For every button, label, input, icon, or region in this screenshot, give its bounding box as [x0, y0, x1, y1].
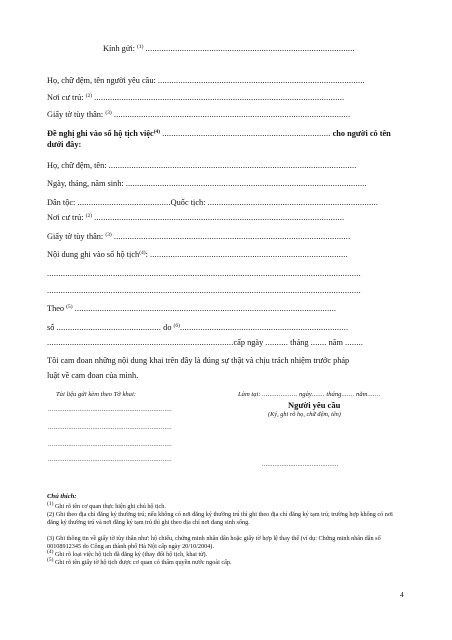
signature-title: Người yêu cầu: [288, 400, 341, 410]
requester-residence-field[interactable]: ..............................................................................................................: [94, 93, 345, 102]
cap-ngay-field[interactable]: ..........: [265, 338, 289, 347]
person-id-line: [47, 231, 399, 242]
requester-residence-label: Nơi cư trú:: [47, 93, 84, 102]
content-blank-line-2[interactable]: ..........................................................................................................................................: [47, 286, 361, 295]
person-residence-line: [47, 212, 399, 223]
cap-field[interactable]: ..................................................................................: [47, 338, 234, 347]
theo-label: Theo: [47, 304, 65, 313]
do-sup: (6): [173, 323, 180, 329]
so-field[interactable]: ..............................................: [56, 323, 162, 332]
requester-id-sup: (3): [105, 110, 112, 116]
note-item-2: [47, 511, 399, 527]
person-residence-label: Nơi cư trú:: [47, 213, 84, 222]
note-item-1: [47, 503, 399, 511]
person-ethnic-label: Dân tộc:: [47, 198, 76, 207]
person-id-field[interactable]: ........................................................................................................: [113, 232, 351, 241]
sig-ngay-field[interactable]: .......: [311, 391, 325, 398]
kinh-gui-line: [103, 43, 403, 54]
sig-ngay-text: ngày: [298, 391, 312, 398]
commitment-line-2: luật về cam đoan của mình.: [47, 371, 139, 380]
notes-title: Chú thích:: [47, 493, 77, 500]
note-5-sup: (5): [47, 557, 54, 563]
cap-nam-text: năm: [328, 338, 343, 347]
request-title-line2: [47, 139, 399, 150]
signature-place-date: [238, 391, 380, 398]
content-label: Nội dung ghi vào sổ hộ tịch: [47, 250, 140, 259]
request-title-sup: (4): [153, 129, 161, 135]
content-sup: (4): [139, 250, 146, 256]
place-label: Làm tại:: [238, 391, 261, 398]
person-name-label: Họ, chữ đệm, tên:: [47, 161, 107, 170]
do-label: do: [163, 323, 172, 332]
content-line: Nội dung ghi vào sổ hộ tịch$^{(4)}$: .......................................................................................: [47, 250, 348, 259]
requester-residence-line: [47, 92, 399, 103]
note-5-text: Ghi rõ tên giấy tờ hộ tịch được cơ quan có thẩm quyền nước ngoài cấp.: [54, 559, 232, 566]
note-4-sup: (4): [47, 549, 54, 555]
signature-subtitle: (Ký, ghi rõ họ, chữ đệm, tên): [268, 411, 341, 418]
commitment-line-1: Tôi cam đoan những nội dung khai trên đây là đúng sự thật và chịu trách nhiệm trước pháp: [47, 356, 350, 365]
content-field[interactable]: .......................................................................................: [150, 250, 348, 259]
theo-line: [47, 303, 399, 314]
cap-thang-text: tháng: [290, 338, 309, 347]
content-blank-line-1[interactable]: ..........................................................................................................................................: [47, 269, 361, 278]
note-3-text: (3) Ghi thông tin về giấy tờ tùy thân như: hộ chiếu, chứng minh nhân dân hoặc giấy tờ hợp lệ thay thế (ví dụ: Chứng minh nhân dân số 00108912345 do Công an thành phố Hà Nội cấp ngày 20/10/2004).: [47, 535, 381, 550]
attachment-line-3[interactable]: ...................................................................: [48, 441, 172, 448]
place-field[interactable]: ...................: [262, 391, 298, 398]
sig-thang-field[interactable]: .......: [341, 391, 355, 398]
person-id-sup: (3): [105, 232, 112, 238]
person-nationality-field[interactable]: ...........................................................................: [207, 198, 379, 207]
so-do-line: [47, 322, 399, 333]
person-name-line: [47, 160, 399, 171]
kinh-gui-dots[interactable]: ............................................................................................: [145, 44, 355, 53]
person-ethnic-field[interactable]: .........................................: [77, 198, 171, 207]
person-ethnic-line: [47, 197, 399, 208]
cap-thang-field[interactable]: .......: [310, 338, 327, 347]
attachment-line-2[interactable]: ...................................................................: [48, 424, 172, 431]
note-item-3: [47, 535, 399, 551]
note-1-sup: (1): [47, 501, 54, 507]
person-name-field[interactable]: .............................................................................................................: [108, 161, 357, 170]
person-residence-field[interactable]: ..............................................................................................................: [94, 213, 345, 222]
page-number: 4: [400, 590, 404, 599]
note-item-5: [47, 559, 399, 567]
cap-nam-field[interactable]: ........: [345, 338, 364, 347]
requester-name-label: Họ, chữ đệm, tên người yêu cầu:: [47, 76, 156, 85]
sig-nam-text: năm: [356, 391, 368, 398]
person-dob-line: [47, 178, 399, 189]
note-1-text: Ghi rõ tên cơ quan thực hiện ghi chú hộ tịch.: [54, 503, 166, 510]
person-dob-label: Ngày, tháng, năm sinh:: [47, 179, 124, 188]
requester-id-field[interactable]: ........................................................................................................: [113, 110, 351, 119]
person-residence-sup: (2): [85, 213, 93, 219]
person-id-label: Giấy tờ tùy thân:: [47, 232, 104, 241]
request-title-part1: Đề nghị ghi vào sổ hộ tịch việc: [47, 129, 154, 138]
note-2-text: (2) Ghi theo địa chỉ đăng ký thường trú; nếu không có nơi đăng ký thường trú thì ghi theo địa chỉ đăng ký tạm trú; trường hợp không có nơi đăng ký thường trú và nơi đăng ký tạm trú thì ghi theo địa chỉ nơi đang sinh sống.: [47, 511, 393, 526]
person-dob-field[interactable]: ..........................................................................................................: [125, 179, 367, 188]
request-title-part2: cho người có tên: [332, 129, 391, 138]
theo-sup: (5): [66, 304, 73, 310]
kinh-gui-label: Kính gửi:: [103, 44, 135, 53]
cap-ngay-line: [47, 337, 399, 348]
person-nationality-label: Quốc tịch:: [170, 198, 206, 207]
requester-residence-sup: (2): [85, 93, 93, 99]
attachment-line-4[interactable]: ...................................................................: [48, 456, 172, 463]
request-title-part3: dưới đây:: [47, 140, 82, 149]
attachments-label: Tài liệu gửi kèm theo Tờ khai:: [56, 391, 137, 398]
note-4-text: Ghi rõ loại việc hộ tịch đã đăng ký (thay đổi hộ tịch, khai tử).: [54, 551, 208, 558]
sig-thang-text: tháng: [326, 391, 342, 398]
theo-field[interactable]: ...................................................................................................................: [74, 304, 337, 313]
attachment-line-1[interactable]: ...................................................................: [48, 406, 172, 413]
cap-ngay-text: cấp ngày: [233, 338, 264, 347]
so-label: số: [47, 323, 55, 332]
note-item-4: [47, 551, 399, 559]
request-title-line: [47, 128, 399, 139]
requester-id-label: Giấy tờ tùy thân:: [47, 110, 104, 119]
do-field[interactable]: ..........................................................................: [179, 323, 349, 332]
requester-name-line: [47, 75, 399, 86]
requester-id-line: [47, 109, 399, 120]
requester-name-field[interactable]: ...........................................................................................: [157, 76, 365, 85]
sig-nam-field[interactable]: .......: [367, 391, 381, 398]
request-type-field[interactable]: ..........................................................................: [162, 129, 331, 138]
kinh-gui-sup: (1): [137, 44, 144, 50]
signature-field[interactable]: ...........................................: [262, 461, 339, 468]
